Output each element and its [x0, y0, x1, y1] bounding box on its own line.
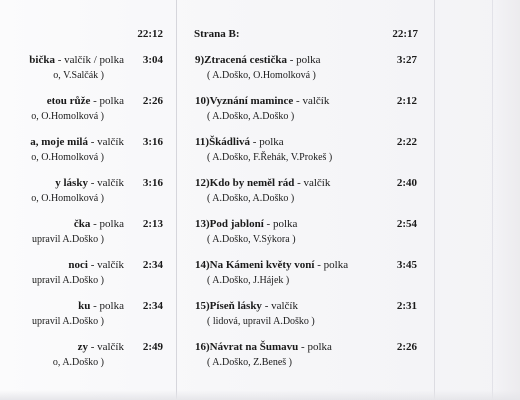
side-a-total-time: 22:12 [137, 28, 163, 40]
track-credit-line [0, 70, 176, 84]
track-credit-line [0, 193, 176, 207]
track-style: - polka [266, 218, 298, 230]
side-a-header [0, 28, 176, 44]
track-style: - polka [317, 259, 349, 271]
track-credit: ( A.Doško, V.Sýkora ) [207, 234, 296, 245]
track-credit: o, A.Doško ) [52, 357, 104, 368]
track-title-line [0, 218, 176, 234]
track-label [195, 259, 348, 271]
track-credit: ( A.Doško, O.Homolková ) [207, 70, 316, 81]
track-credit: upravil A.Doško ) [32, 316, 104, 327]
track-row [0, 95, 176, 131]
track-credit-line [185, 275, 430, 289]
track-credit: ( A.Doško, A.Doško ) [207, 111, 295, 122]
track-style: - polka [289, 54, 321, 66]
track-label [68, 259, 124, 271]
track-title-line [185, 218, 430, 234]
track-style: - polka [93, 218, 124, 230]
track-duration: 2:13 [142, 218, 163, 230]
track-duration: 2:49 [142, 341, 163, 353]
track-credit-line [0, 152, 176, 166]
track-credit-line [0, 357, 176, 371]
track-duration: 2:22 [396, 136, 417, 148]
track-title-line [185, 259, 430, 275]
track-row [185, 95, 430, 131]
track-title: etou růže [46, 95, 91, 107]
track-credit-line [185, 70, 430, 84]
track-title-line [185, 300, 430, 316]
track-label [30, 136, 124, 148]
track-row [185, 341, 430, 377]
track-row [185, 54, 430, 90]
track-style: - valčík [90, 177, 124, 189]
track-title: Návrat na Šumavu [209, 341, 299, 353]
track-style: - valčík [90, 341, 124, 353]
track-row [0, 341, 176, 377]
fold-line [492, 0, 493, 400]
track-number: 15) [195, 300, 210, 312]
track-row [0, 177, 176, 213]
track-title: zy [77, 341, 88, 353]
track-duration: 3:45 [396, 259, 417, 271]
track-credit-line [0, 234, 176, 248]
track-credit: o, O.Homolková ) [31, 193, 104, 204]
track-credit-line [185, 357, 430, 371]
track-title: Kdo by neměl rád [209, 177, 295, 189]
track-title-line [185, 95, 430, 111]
track-duration: 3:27 [396, 54, 417, 66]
track-label [195, 341, 332, 353]
track-number: 14) [195, 259, 210, 271]
track-credit-line [185, 234, 430, 248]
track-credit: o, O.Homolková ) [31, 152, 104, 163]
track-label [29, 54, 124, 66]
side-b-label: Strana B: [194, 28, 240, 40]
track-credit: o, O.Homolková ) [31, 111, 104, 122]
track-title: Škádlivá [209, 136, 251, 148]
track-title: Vyznání mamince [209, 95, 294, 107]
track-title: Na Kámeni květy voní [209, 259, 315, 271]
track-label [195, 54, 321, 66]
track-credit-line [185, 316, 430, 330]
track-title: noci [68, 259, 88, 271]
track-row [185, 218, 430, 254]
track-style: - polka [93, 300, 124, 312]
side-b-total-time: 22:17 [392, 28, 418, 40]
track-credit: ( A.Doško, A.Doško ) [207, 193, 295, 204]
track-credit: upravil A.Doško ) [32, 275, 104, 286]
track-style: - polka [301, 341, 332, 353]
track-row [0, 54, 176, 90]
track-label [74, 218, 124, 230]
track-title: bička [29, 54, 55, 66]
track-title-line [0, 177, 176, 193]
track-label [195, 218, 297, 230]
track-style: - polka [93, 95, 124, 107]
scan-edge-shadow [494, 0, 520, 400]
track-title: ku [78, 300, 91, 312]
track-row [0, 218, 176, 254]
track-row [0, 300, 176, 336]
track-credit: upravil A.Doško ) [32, 234, 104, 245]
track-credit: o, V.Salčák ) [53, 70, 104, 81]
track-title: čka [73, 218, 91, 230]
track-title-line [0, 300, 176, 316]
track-duration: 2:54 [396, 218, 417, 230]
track-title-line [0, 95, 176, 111]
track-title-line [0, 341, 176, 357]
track-style: - valčík [90, 259, 124, 271]
track-number: 11) [195, 136, 210, 148]
track-credit: ( A.Doško, Z.Beneš ) [207, 357, 292, 368]
track-credit-line [0, 316, 176, 330]
track-credit: ( A.Doško, J.Hájek ) [207, 275, 290, 286]
track-style: - valčík [90, 136, 124, 148]
fold-line [434, 0, 435, 400]
track-style: - valčík [297, 177, 331, 189]
track-style: - polka [252, 136, 284, 148]
fold-line [176, 0, 177, 400]
track-title-line [185, 177, 430, 193]
track-credit-line [0, 111, 176, 125]
track-label [195, 136, 284, 148]
track-title-line [185, 54, 430, 70]
track-number: 16) [195, 341, 210, 353]
track-credit-line [0, 275, 176, 289]
track-number: 10) [195, 95, 210, 107]
track-number: 12) [195, 177, 210, 189]
track-credit-line [185, 111, 430, 125]
track-title-line [185, 136, 430, 152]
track-row [185, 177, 430, 213]
track-credit-line [185, 193, 430, 207]
track-duration: 2:26 [142, 95, 163, 107]
track-duration: 3:16 [142, 136, 163, 148]
track-title: y lásky [55, 177, 88, 189]
track-duration: 2:31 [396, 300, 417, 312]
track-label [195, 95, 329, 107]
track-label [47, 95, 124, 107]
track-duration: 3:16 [142, 177, 163, 189]
track-row [0, 259, 176, 295]
track-credit: ( lidová, upravil A.Doško ) [207, 316, 315, 327]
track-label [55, 177, 124, 189]
track-row [185, 300, 430, 336]
track-row [0, 136, 176, 172]
track-label [78, 300, 124, 312]
track-duration: 2:12 [396, 95, 417, 107]
scan-bottom-shadow [0, 390, 520, 400]
track-title-line [0, 136, 176, 152]
track-duration: 2:34 [142, 300, 163, 312]
track-duration: 2:40 [396, 177, 417, 189]
track-duration: 2:34 [142, 259, 163, 271]
track-credit-line [185, 152, 430, 166]
track-title-line [185, 341, 430, 357]
track-title: Píseň lásky [209, 300, 262, 312]
track-style: - valčík [296, 95, 330, 107]
side-b-header [185, 28, 430, 44]
track-style: - valčík [264, 300, 298, 312]
track-number: 13) [195, 218, 210, 230]
track-duration: 2:26 [396, 341, 417, 353]
track-label [195, 177, 330, 189]
track-row [185, 136, 430, 172]
track-title: a, moje milá [30, 136, 88, 148]
track-title-line [0, 54, 176, 70]
track-label [195, 300, 298, 312]
track-title: Pod jabloní [209, 218, 264, 230]
track-label [78, 341, 124, 353]
track-title: Ztracená cestička [204, 54, 287, 66]
track-number: 9) [195, 54, 205, 66]
track-duration: 3:04 [142, 54, 163, 66]
track-credit: ( A.Doško, F.Řehák, V.Prokeš ) [207, 152, 333, 163]
track-row [185, 259, 430, 295]
track-title-line [0, 259, 176, 275]
track-style: - valčík / polka [57, 54, 124, 66]
